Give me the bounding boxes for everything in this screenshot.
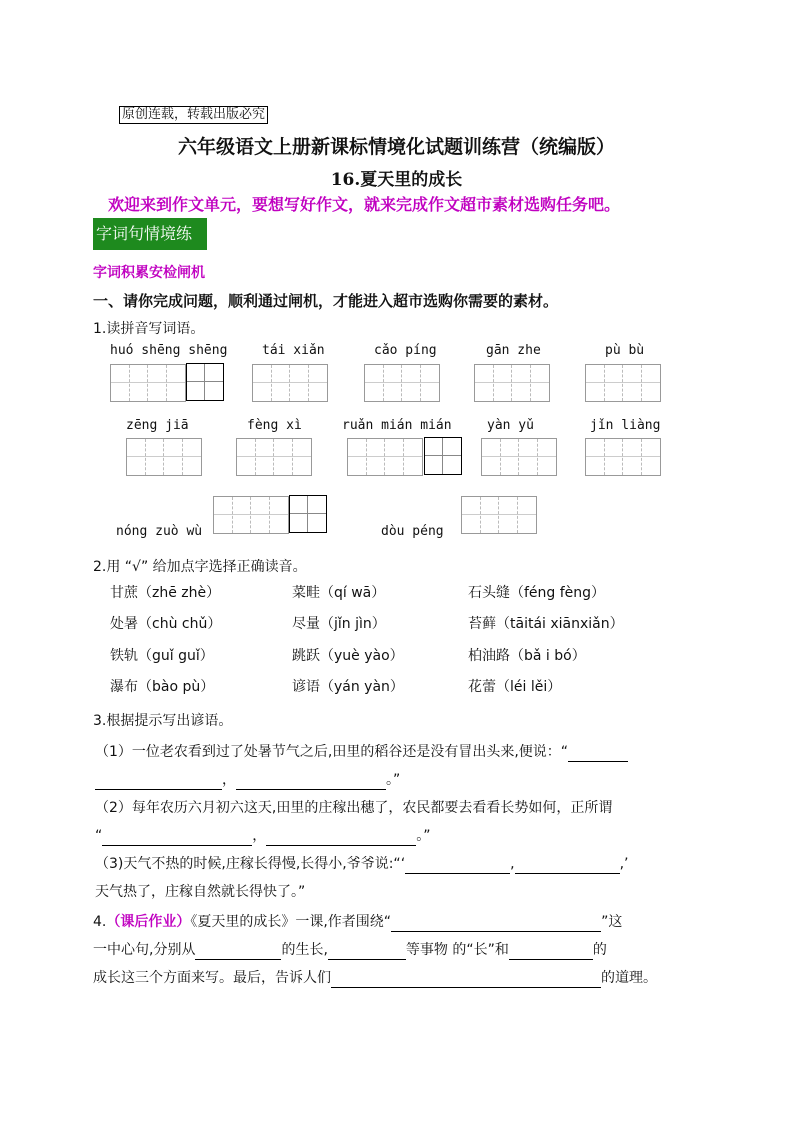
answer-grid[interactable] — [252, 364, 328, 402]
answer-box[interactable] — [186, 363, 224, 401]
homework-tag: （课后作业） — [106, 914, 191, 930]
q3-prompt-3-cont: 天气热了，庄稼自然就长得快了。” — [95, 884, 306, 900]
q3-prompt-1: （1）一位老农看到过了处暑节气之后,田里的稻谷还是没有冒出头来,便说：“ — [95, 742, 628, 762]
pronunciation-item[interactable]: 花蕾（léi lěi） — [468, 679, 562, 695]
answer-grid[interactable] — [110, 364, 186, 402]
pinyin-label: huó shēng shēng — [110, 343, 228, 358]
pronunciation-item[interactable]: 甘蔗（zhē zhè） — [110, 585, 221, 601]
answer-blank[interactable] — [568, 745, 628, 762]
answer-blank[interactable] — [95, 773, 222, 790]
q4-line-3: 成长这三个方面来写。最后，告诉人们 的道理。 — [93, 970, 657, 986]
answer-grid[interactable] — [347, 438, 423, 476]
q2-label: 2.用 “√” 给加点字选择正确读音。 — [93, 559, 307, 575]
answer-box[interactable] — [424, 437, 462, 475]
q3-answer-line-2: “ ， 。” — [95, 828, 431, 844]
answer-grid[interactable] — [461, 496, 537, 534]
pinyin-label: zēng jiā — [126, 418, 189, 433]
pinyin-label: tái xiǎn — [262, 343, 325, 358]
pronunciation-item[interactable]: 柏油路（bǎ i bó） — [468, 648, 586, 664]
q3-prompt-3: （3)天气不热的时候,庄稼长得慢,长得小,爷爷说:“‘ , ,’ — [95, 856, 629, 872]
pronunciation-item[interactable]: 谚语（yán yàn） — [292, 679, 404, 695]
pinyin-label: cǎo píng — [374, 343, 437, 358]
answer-blank[interactable] — [195, 943, 281, 960]
copyright-stamp: 原创连载，转载出版必究 — [119, 106, 268, 124]
pinyin-label: yàn yǔ — [487, 418, 534, 433]
section-subtitle: 字词积累安检闸机 — [93, 265, 205, 281]
answer-blank[interactable] — [331, 971, 601, 988]
answer-blank[interactable] — [405, 857, 510, 874]
pronunciation-item[interactable]: 尽量（jǐn jìn） — [292, 616, 386, 632]
answer-grid[interactable] — [481, 438, 557, 476]
pinyin-label: ruǎn mián mián — [342, 418, 452, 433]
q3-prompt-2: （2）每年农历六月初六这天,田里的庄稼出穗了，农民都要去看看长势如何，正所谓 — [95, 800, 613, 816]
pronunciation-item[interactable]: 瀑布（bào pù） — [110, 679, 215, 695]
answer-grid[interactable] — [585, 364, 661, 402]
pronunciation-item[interactable]: 石头缝（féng fèng） — [468, 585, 606, 601]
answer-grid[interactable] — [126, 438, 202, 476]
answer-grid[interactable] — [585, 438, 661, 476]
answer-grid[interactable] — [474, 364, 550, 402]
section-banner: 字词句情境练 — [93, 218, 207, 250]
answer-blank[interactable] — [236, 773, 386, 790]
pinyin-label: jǐn liàng — [590, 418, 661, 433]
pinyin-label: gān zhe — [486, 343, 541, 358]
pronunciation-item[interactable]: 苔藓（tāitái xiānxiǎn） — [468, 616, 624, 632]
answer-grid[interactable] — [236, 438, 312, 476]
pinyin-label: nóng zuò wù — [116, 524, 203, 539]
q4-line-2: 一中心句,分别从 的生长, 等事物 的“长”和 的 — [93, 942, 607, 958]
pinyin-label: fèng xì — [247, 418, 302, 433]
pinyin-label: dòu péng — [381, 524, 444, 539]
answer-grid[interactable] — [213, 496, 289, 534]
page-title: 六年级语文上册新课标情境化试题训练营（统编版） — [177, 136, 615, 158]
pronunciation-item[interactable]: 处暑（chù chǔ） — [110, 616, 222, 632]
answer-blank[interactable] — [102, 829, 252, 846]
answer-blank[interactable] — [328, 943, 406, 960]
q4-line-1: 4.（课后作业）《夏天里的成长》一课,作者围绕“ ”这 — [93, 914, 623, 930]
intro-text: 欢迎来到作文单元，要想写好作文，就来完成作文超市素材选购任务吧。 — [108, 195, 621, 214]
q1-label: 1.读拼音写词语。 — [93, 321, 205, 337]
q3-label: 3.根据提示写出谚语。 — [93, 713, 233, 729]
answer-blank[interactable] — [509, 943, 593, 960]
answer-box[interactable] — [289, 495, 327, 533]
answer-grid[interactable] — [364, 364, 440, 402]
answer-blank[interactable] — [266, 829, 416, 846]
pronunciation-item[interactable]: 跳跃（yuè yào） — [292, 648, 404, 664]
answer-blank[interactable] — [391, 915, 601, 932]
pronunciation-item[interactable]: 铁轨（guǐ guǐ） — [110, 648, 214, 664]
task-instruction: 一、请你完成问题，顺利通过闸机，才能进入超市选购你需要的素材。 — [93, 292, 559, 310]
pronunciation-item[interactable]: 菜畦（qí wā） — [292, 585, 386, 601]
q3-answer-line-1: ， 。” — [95, 770, 400, 790]
pinyin-label: pù bù — [605, 343, 645, 358]
lesson-title: 16.夏天里的成长 — [330, 170, 463, 190]
answer-blank[interactable] — [515, 857, 620, 874]
